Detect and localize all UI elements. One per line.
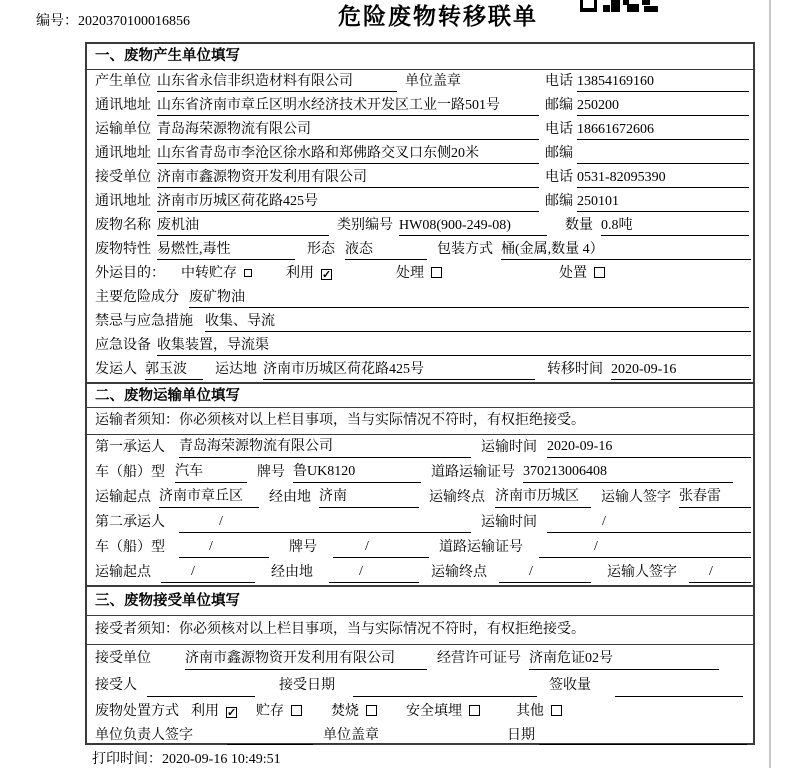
- plate-value: 鲁UK8120: [293, 461, 421, 483]
- hazard-row: [87, 286, 753, 310]
- producer-row: [87, 70, 753, 94]
- plate-label: 牌号: [257, 465, 285, 480]
- hazard-value: 废矿物油: [189, 287, 749, 308]
- taboo-row: [87, 310, 753, 334]
- consignor-value: 郭玉波: [145, 359, 203, 380]
- phone-value: 0531-82095390: [577, 167, 749, 188]
- phone-value: 13854169160: [577, 71, 749, 92]
- road-permit-value: /: [539, 536, 751, 558]
- purpose-option-utilize: 利用 ✓: [286, 266, 332, 281]
- carrier2-label: 第二承运人: [95, 515, 165, 530]
- category-value: HW08(900-249-08): [399, 215, 547, 236]
- transfer-time-label: 转移时间: [547, 362, 603, 377]
- waste-name-value: 废机油: [157, 215, 329, 236]
- disposal-row: [87, 699, 753, 724]
- acceptor-label: 接受人: [95, 678, 137, 693]
- carrier-sign-label: 运输人签字: [601, 490, 671, 505]
- consignor-label: 发运人: [95, 362, 137, 377]
- transporter-address-row: [87, 142, 753, 166]
- carrier1-value: 青岛海荣源物流有限公司: [179, 436, 471, 458]
- disposal-option-storage: 贮存: [256, 699, 302, 724]
- zip-value: 250200: [577, 95, 749, 116]
- doc-number-value: 2020370100016856: [78, 14, 190, 29]
- via-value: 济南: [319, 486, 419, 508]
- receipt-amount-value: [615, 674, 743, 697]
- checkbox-unchecked-icon: [594, 267, 605, 278]
- checkbox-unchecked-icon: [244, 269, 252, 277]
- zip-label: 邮编: [545, 98, 573, 113]
- destination-value: 济南市历城区荷花路425号: [263, 359, 535, 380]
- accept-date-label: 接受日期: [279, 678, 335, 693]
- receiver-value: 济南市鑫源物资开发利用有限公司: [157, 167, 539, 188]
- transport-time-label: 运输时间: [481, 515, 537, 530]
- disposal-label: 废物处置方式: [95, 704, 179, 719]
- transporter-value: 青岛海荣源物流有限公司: [157, 119, 539, 140]
- first-carrier-row: [87, 435, 753, 460]
- end-label: 运输终点: [431, 565, 487, 580]
- vehicle-type-label: 车（船）型: [95, 540, 165, 555]
- print-time-value: 2020-09-16 10:49:51: [162, 752, 281, 767]
- page-title: 危险废物转移联单: [338, 4, 538, 29]
- unit-seal-label: 单位盖章: [323, 728, 379, 743]
- transporter-notice: 运输者须知：你必须核对以上栏目事项，当与实际情况不符时，有权拒绝接受。: [87, 408, 753, 435]
- section2-heading: 二、废物运输单位填写: [87, 382, 753, 408]
- acceptor-row: [87, 672, 753, 699]
- transfer-time-value: 2020-09-16: [611, 359, 751, 380]
- carrier-sign-label: 运输人签字: [607, 565, 677, 580]
- receiver-row: [87, 166, 753, 190]
- origin-label: 运输起点: [95, 565, 151, 580]
- equipment-label: 应急设备: [95, 338, 151, 353]
- vehicle-type-value: /: [179, 536, 269, 558]
- address-value: 山东省济南市章丘区明水经济技术开发区工业一路501号: [157, 95, 539, 116]
- seal-label: 单位盖章: [405, 74, 461, 89]
- checkbox-unchecked-icon: [551, 705, 562, 716]
- disposal-option-landfill: 安全填埋: [406, 699, 480, 724]
- zip-label: 邮编: [545, 194, 573, 209]
- quantity-value: 0.8吨: [601, 215, 749, 236]
- accept-unit-label: 接受单位: [95, 651, 151, 666]
- accept-unit-row: [87, 645, 753, 672]
- qr-code-fragment: [580, 0, 658, 13]
- waste-name-row: [87, 214, 753, 238]
- waste-name-label: 废物名称: [95, 218, 151, 233]
- vehicle2-row: [87, 535, 753, 560]
- disposal-option-other: 其他: [516, 699, 562, 724]
- route1-row: [87, 485, 753, 510]
- section1-heading: 一、废物产生单位填写: [87, 44, 753, 70]
- packing-value: 桶(金属,数量 4）: [501, 239, 751, 260]
- checkbox-unchecked-icon: [366, 705, 377, 716]
- zip-value: 250101: [577, 191, 749, 212]
- packing-label: 包装方式: [437, 242, 493, 257]
- hazard-label: 主要危险成分: [95, 290, 179, 305]
- date-value: [539, 725, 747, 745]
- road-permit-value: 370213006408: [523, 461, 733, 483]
- carrier2-value: /: [179, 511, 471, 533]
- receiver-notice: 接受者须知：你必须核对以上栏目事项，当与实际情况不符时，有权拒绝接受。: [87, 616, 753, 645]
- phone-label: 电话: [545, 122, 573, 137]
- equipment-value: 收集装置，导流渠: [157, 335, 751, 356]
- character-value: 易燃性,毒性: [157, 239, 295, 260]
- producer-value: 山东省永信非织造材料有限公司: [157, 71, 397, 92]
- waste-character-row: [87, 238, 753, 262]
- license-label: 经营许可证号: [437, 651, 521, 666]
- form-label: 形态: [307, 242, 335, 257]
- manifest-form: [85, 42, 755, 745]
- end-value: /: [499, 561, 591, 583]
- carrier1-label: 第一承运人: [95, 440, 165, 455]
- transport-time-value: /: [547, 511, 751, 533]
- checkbox-unchecked-icon: [291, 705, 302, 716]
- transport-time-label: 运输时间: [481, 440, 537, 455]
- phone-value: 18661672606: [577, 119, 749, 140]
- section3-heading: 三、废物接受单位填写: [87, 585, 753, 616]
- checkbox-unchecked-icon: [431, 267, 442, 278]
- disposal-option-utilize: 利用 ✓: [191, 704, 237, 719]
- form-value: 液态: [345, 239, 427, 260]
- origin-label: 运输起点: [95, 490, 151, 505]
- purpose-option-dispose: 处置: [559, 262, 605, 286]
- receiver-label: 接受单位: [95, 170, 151, 185]
- purpose-label: 外运目的：: [95, 266, 165, 281]
- checkbox-checked-icon: ✓: [227, 707, 237, 719]
- vehicle-type-label: 车（船）型: [95, 465, 165, 480]
- acceptor-value: [147, 674, 255, 697]
- vehicle-type-value: 汽车: [175, 461, 247, 483]
- equipment-row: [87, 334, 753, 358]
- responsible-sign-value: [227, 725, 313, 745]
- taboo-label: 禁忌与应急措施: [95, 314, 193, 329]
- destination-label: 运达地: [215, 362, 257, 377]
- consignor-row: [87, 358, 753, 382]
- purpose-option-treat: 处理: [396, 262, 442, 286]
- doc-number: [36, 10, 190, 30]
- doc-number-label: 编号：: [36, 14, 78, 29]
- accept-date-value: [353, 674, 537, 697]
- receipt-amount-label: 签收量: [549, 678, 591, 693]
- plate-label: 牌号: [289, 540, 317, 555]
- address-label: 通讯地址: [95, 194, 151, 209]
- second-carrier-row: [87, 510, 753, 535]
- date-label: 日期: [507, 728, 535, 743]
- via-label: 经由地: [269, 490, 311, 505]
- taboo-value: 收集、导流: [205, 311, 751, 332]
- print-time: [92, 748, 281, 768]
- road-permit-label: 道路运输证号: [431, 465, 515, 480]
- quantity-label: 数量: [565, 218, 593, 233]
- character-label: 废物特性: [95, 242, 151, 257]
- responsible-sign-label: 单位负责人签字: [95, 728, 193, 743]
- receiver-address-row: [87, 190, 753, 214]
- responsible-sign-row: [87, 724, 753, 747]
- producer-address-row: [87, 94, 753, 118]
- transport-time-value: 2020-09-16: [547, 436, 751, 458]
- producer-label: 产生单位: [95, 74, 151, 89]
- plate-value: /: [333, 536, 429, 558]
- road-permit-label: 道路运输证号: [439, 540, 523, 555]
- phone-label: 电话: [545, 74, 573, 89]
- zip-value: [577, 143, 749, 164]
- phone-label: 电话: [545, 170, 573, 185]
- checkbox-unchecked-icon: [469, 705, 480, 716]
- carrier-sign-value: /: [689, 561, 751, 583]
- transporter-label: 运输单位: [95, 122, 151, 137]
- address-value: 济南市历城区荷花路425号: [157, 191, 539, 212]
- purpose-option-transfer-storage: 中转贮存: [181, 262, 252, 286]
- origin-value: /: [161, 561, 255, 583]
- accept-unit-value: 济南市鑫源物资开发利用有限公司: [185, 647, 427, 670]
- address-value: 山东省青岛市李沧区徐水路和郑佛路交叉口东侧20米: [157, 143, 539, 164]
- via-value: /: [329, 561, 419, 583]
- address-label: 通讯地址: [95, 146, 151, 161]
- zip-label: 邮编: [545, 146, 573, 161]
- disposal-option-incinerate: 焚烧: [331, 699, 377, 724]
- transporter-row: [87, 118, 753, 142]
- route2-row: [87, 560, 753, 585]
- page-edge-line: [769, 0, 771, 768]
- via-label: 经由地: [271, 565, 313, 580]
- purpose-row: [87, 262, 753, 286]
- vehicle1-row: [87, 460, 753, 485]
- carrier-sign-value: 张春雷: [679, 486, 751, 508]
- checkbox-checked-icon: ✓: [322, 269, 332, 281]
- origin-value: 济南市章丘区: [159, 486, 259, 508]
- end-label: 运输终点: [429, 490, 485, 505]
- print-time-label: 打印时间：: [92, 752, 162, 767]
- category-label: 类别编号: [337, 218, 393, 233]
- address-label: 通讯地址: [95, 98, 151, 113]
- end-value: 济南市历城区: [495, 486, 591, 508]
- license-value: 济南危证02号: [529, 647, 719, 670]
